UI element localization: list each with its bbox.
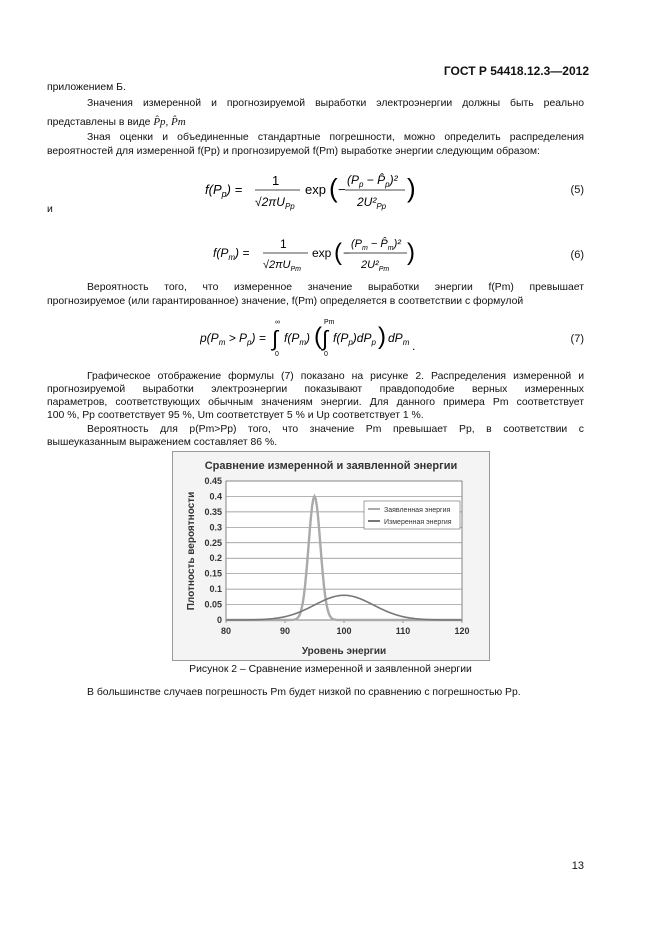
x-axis-label: Уровень энергии [301, 646, 387, 657]
paragraph-intro: приложением Б. [47, 82, 126, 93]
svg-text:−: − [343, 246, 351, 260]
paragraph-values-line1: Значения измеренной и прогнозируемой выработки электроэнергии должны быть реально [87, 98, 584, 109]
paragraph-conclusion: В большинстве случаев погрешность Pm будет низкой по сравнению с погрешностью Pp. [87, 687, 521, 698]
conjunction-and: и [47, 204, 53, 215]
svg-text:0: 0 [324, 351, 328, 358]
paragraph-graph-line3: параметров, соответствующих обычным значениям энергии. Для данного примера Pm соответствует [47, 397, 584, 408]
legend-series-1: Заявленная энергия [384, 507, 451, 514]
svg-text:f(Pp)dPp: $f(P_p)dP_p$ [333, 331, 376, 347]
svg-text:−: − [338, 182, 346, 197]
svg-text:(Pp − P̂p)²: ($P_p$ − $P̂_p)^2$ [347, 173, 398, 189]
page-number: 13 [571, 860, 584, 872]
y-tick-label: 0.25 [204, 537, 222, 548]
svg-text:∞: ∞ [275, 319, 280, 326]
svg-text:(Pm − P̂m)²: ($P_m$ − $P̂_m)^2$ [351, 238, 401, 252]
svg-text:(: ( [314, 323, 322, 350]
svg-text:√2πUPp: $√2\pi U_{Pp}$ [255, 195, 295, 211]
figure-caption: Рисунок 2 – Сравнение измеренной и заявленной энергии [189, 664, 472, 675]
y-tick-label: 0.45 [204, 476, 222, 486]
paragraph-result-line2: вышеуказанным выражением составляет 86 %. [47, 437, 278, 448]
svg-text:√2πUPm: $√2\pi U_{Pm}$ [263, 259, 301, 273]
svg-text:f(Pm): $f(P_m)$ [284, 331, 311, 347]
svg-text:exp: exp [305, 182, 326, 197]
equation-7 [200, 314, 420, 364]
svg-text:f(Pm) =: $f(P_m)$ = [213, 246, 250, 262]
equation-5-number: (5) [570, 184, 584, 196]
x-tick-label: 80 [220, 626, 232, 636]
energy-comparison-chart [172, 451, 490, 661]
x-tick-label: 110 [395, 626, 411, 636]
equation-6-number: (6) [570, 249, 584, 261]
svg-text:f(Pp) =: $f(P_p)$ = [205, 182, 243, 199]
chart-title: Сравнение измеренной и заявленной энергии [204, 460, 458, 472]
svg-text:(: ( [329, 173, 338, 203]
svg-text:1: 1 [272, 173, 280, 188]
paragraph-probability-line2: прогнозируемое (или гарантированное) значение, f(Pm) определяется в соответствии с формулой [47, 296, 524, 307]
svg-text:): ) [407, 173, 416, 203]
paragraph-estimates-line2: вероятностей для измеренной f(Pp) и прогнозируемой f(Pm) выработке энергии следующим образом: [47, 146, 540, 157]
y-tick-label: 0 [216, 615, 222, 625]
equation-7-number: (7) [570, 333, 584, 345]
svg-text:∫: ∫ [272, 326, 279, 351]
symbols-pp-pm: P̂p, P̂m [153, 116, 186, 128]
document-header: ГОСТ Р 54418.12.3—2012 [443, 64, 589, 78]
svg-text:Pm: Pm [324, 319, 335, 326]
svg-text:∫: ∫ [322, 326, 329, 351]
svg-text:): ) [407, 239, 415, 266]
svg-text:p(Pm > Pp) =: $p(P_m > P_p)$ = [200, 331, 266, 347]
chart-legend [364, 501, 460, 529]
paragraph-values-line2: представлены в виде P̂p, P̂m [47, 116, 186, 128]
svg-text:(: ( [334, 239, 342, 266]
x-tick-label: 100 [336, 626, 352, 636]
y-axis-label: Плотность вероятности [186, 491, 197, 611]
svg-text:exp: exp [312, 246, 332, 260]
equation-6 [213, 230, 423, 280]
y-tick-label: 0.1 [209, 584, 222, 595]
y-tick-label: 0.4 [209, 491, 222, 502]
paragraph-estimates-line1: Зная оценки и объединенные стандартные погрешности, можно определить распределения [87, 132, 584, 143]
svg-text:2U²Pm: $2U^2_{Pm}$ [361, 259, 390, 273]
paragraph-result-line1: Вероятность для p(Pm>Pp) того, что значение Pm превышает Pp, в соответствии с [87, 424, 584, 435]
y-tick-label: 0.05 [204, 599, 222, 610]
svg-text:.: . [412, 339, 416, 353]
svg-text:0: 0 [275, 351, 279, 358]
y-tick-label: 0.3 [209, 522, 222, 533]
paragraph-probability-line1: Вероятность того, что измеренное значение выработки энергии f(Pm) превышает [87, 282, 584, 293]
svg-text:1: 1 [280, 237, 287, 251]
paragraph-graph-line4: 100 %, Pp соответствует 95 %, Um соответствует 5 % и Up соответствует 1 %. [47, 410, 424, 421]
svg-text:2U²Pp: $2U^2_{Pp}$ [357, 195, 387, 211]
paragraph-graph-line1: Графическое отображение формулы (7) показано на рисунке 2. Распределения измеренной и [87, 371, 584, 382]
svg-text:): ) [378, 323, 386, 350]
y-tick-label: 0.35 [204, 506, 222, 517]
paragraph-graph-line2: прогнозируемой выработки электроэнергии показывают правдоподобие верных измеренных [47, 384, 584, 395]
y-tick-label: 0.15 [204, 568, 222, 579]
legend-series-2: Измеренная энергия [384, 519, 452, 526]
svg-text:dPm: $dP_m$ [388, 331, 410, 347]
y-tick-label: 0.2 [209, 553, 222, 564]
x-tick-label: 90 [279, 626, 291, 636]
x-tick-label: 120 [454, 626, 470, 636]
